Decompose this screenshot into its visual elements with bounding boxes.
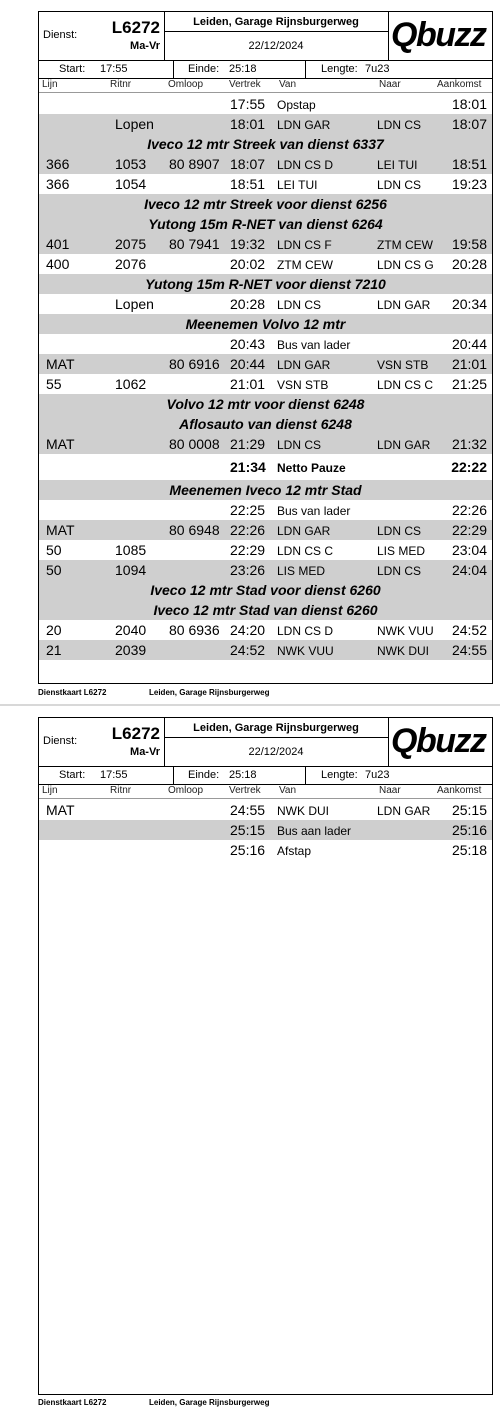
table-row xyxy=(39,800,492,820)
cell-vertrek: 20:43 xyxy=(230,336,266,352)
section-header xyxy=(39,274,492,294)
header xyxy=(39,12,492,61)
cell-naar: ZTM CEW xyxy=(377,238,433,252)
col-naar: Naar xyxy=(379,785,401,796)
cell-omloop: 80 6948 xyxy=(169,522,220,538)
col-lijn: Lijn xyxy=(42,785,58,796)
table-row xyxy=(39,640,492,660)
cell-lijn: 366 xyxy=(46,156,70,172)
cell-aankomst: 18:07 xyxy=(451,116,487,132)
einde-label: Einde: xyxy=(188,769,220,781)
lengte-value: 7u23 xyxy=(365,769,390,781)
cell-lijn: 400 xyxy=(46,256,70,272)
section-title: Iveco 12 mtr Stad van dienst 6260 xyxy=(153,602,378,618)
cell-naar: NWK DUI xyxy=(377,644,429,658)
table-row xyxy=(39,540,492,560)
location-cell xyxy=(164,718,389,766)
einde-time: 25:18 xyxy=(229,769,257,781)
cell-van: LDN CS F xyxy=(277,238,332,252)
cell-van: ZTM CEW xyxy=(277,258,333,272)
cell-aankomst: 21:25 xyxy=(451,376,487,392)
location-cell xyxy=(164,12,389,60)
col-omloop: Omloop xyxy=(168,785,204,796)
col-vertrek: Vertrek xyxy=(229,785,261,796)
cell-vertrek: 22:26 xyxy=(230,522,266,538)
schedule-rows xyxy=(39,94,492,660)
col-lijn: Lijn xyxy=(42,79,58,90)
table-row xyxy=(39,114,492,134)
cell-vertrek: 22:25 xyxy=(230,502,266,518)
cell-ritnr: 1062 xyxy=(115,376,147,392)
cell-aankomst: 25:15 xyxy=(451,802,487,818)
cell-naar: LDN CS G xyxy=(377,258,434,272)
cell-aankomst: 24:52 xyxy=(451,622,487,638)
cell-omloop: 80 6936 xyxy=(169,622,220,638)
cell-lijn: MAT xyxy=(46,802,75,818)
cell-van: Opstap xyxy=(277,98,316,112)
logo-cell xyxy=(388,718,492,766)
cell-naar: LIS MED xyxy=(377,544,426,558)
info-bar xyxy=(39,766,492,785)
cell-aankomst: 25:16 xyxy=(451,822,487,838)
cell-van: Netto Pauze xyxy=(277,461,346,475)
cell-van: LDN GAR xyxy=(277,118,331,132)
cell-lijn: 20 xyxy=(46,622,62,638)
cell-ritnr: 2076 xyxy=(115,256,147,272)
cell-van: LDN CS xyxy=(277,438,322,452)
dienst-label: Dienst: xyxy=(43,29,78,41)
start-label: Start: xyxy=(59,769,86,781)
footer-location: Leiden, Garage Rijnsburgerweg xyxy=(149,688,270,697)
qbuzz-logo: Qbuzz xyxy=(391,16,486,54)
start-cell xyxy=(39,60,174,78)
section-header xyxy=(39,580,492,600)
col-van: Van xyxy=(279,79,297,90)
table-row xyxy=(39,840,492,860)
section-header xyxy=(39,394,492,414)
table-row xyxy=(39,820,492,840)
cell-aankomst: 22:29 xyxy=(451,522,487,538)
table-row xyxy=(39,294,492,314)
days: Ma-Vr xyxy=(130,40,160,52)
lengte-cell xyxy=(305,60,492,78)
location: Leiden, Garage Rijnsburgerweg xyxy=(193,722,359,734)
section-header xyxy=(39,314,492,334)
section-header xyxy=(39,600,492,620)
cell-van: LDN CS D xyxy=(277,624,334,638)
cell-van: LDN CS C xyxy=(277,544,334,558)
cell-aankomst: 21:01 xyxy=(451,356,487,372)
einde-cell xyxy=(173,766,306,784)
col-ritnr: Ritnr xyxy=(110,785,132,796)
lengte-value: 7u23 xyxy=(365,63,390,75)
cell-van: LIS MED xyxy=(277,564,326,578)
cell-aankomst: 18:01 xyxy=(451,96,487,112)
cell-lijn: 55 xyxy=(46,376,62,392)
cell-van: NWK VUU xyxy=(277,644,334,658)
cell-naar: LDN CS xyxy=(377,118,422,132)
cell-van: LDN CS xyxy=(277,298,322,312)
cell-vertrek: 22:29 xyxy=(230,542,266,558)
cell-naar: LDN GAR xyxy=(377,298,431,312)
section-header xyxy=(39,194,492,214)
col-omloop: Omloop xyxy=(168,79,204,90)
logo-cell xyxy=(388,12,492,60)
dienstkaart-page-1 xyxy=(0,0,500,705)
cell-vertrek: 21:01 xyxy=(230,376,266,392)
cell-aankomst: 20:28 xyxy=(451,256,487,272)
cell-omloop: 80 8907 xyxy=(169,156,220,172)
cell-aankomst: 24:55 xyxy=(451,642,487,658)
table-row xyxy=(39,374,492,394)
cell-omloop: 80 7941 xyxy=(169,236,220,252)
cell-van: LDN GAR xyxy=(277,358,331,372)
einde-label: Einde: xyxy=(188,63,220,75)
cell-naar: LDN GAR xyxy=(377,804,431,818)
cell-van: Afstap xyxy=(277,844,312,858)
footer-label: Dienstkaart L6272 xyxy=(38,688,107,697)
cell-aankomst: 25:18 xyxy=(451,842,487,858)
section-title: Yutong 15m R-NET van dienst 6264 xyxy=(148,216,383,232)
section-title: Iveco 12 mtr Stad voor dienst 6260 xyxy=(150,582,381,598)
section-title: Meenemen Iveco 12 mtr Stad xyxy=(169,482,362,498)
cell-naar: LDN GAR xyxy=(377,438,431,452)
cell-naar: LDN CS C xyxy=(377,378,434,392)
dienst-cell xyxy=(39,718,165,766)
section-title: Volvo 12 mtr voor dienst 6248 xyxy=(166,396,365,412)
table-row xyxy=(39,560,492,580)
lengte-label: Lengte: xyxy=(321,63,358,75)
dienstkaart-page-2 xyxy=(0,706,500,1426)
section-title: Yutong 15m R-NET voor dienst 7210 xyxy=(145,276,386,292)
cell-van: LEI TUI xyxy=(277,178,318,192)
cell-vertrek: 18:07 xyxy=(230,156,266,172)
cell-vertrek: 20:44 xyxy=(230,356,266,372)
col-aankomst: Aankomst xyxy=(437,785,482,796)
cell-aankomst: 22:26 xyxy=(451,502,487,518)
einde-cell xyxy=(173,60,306,78)
section-title: Meenemen Volvo 12 mtr xyxy=(185,316,346,332)
start-time: 17:55 xyxy=(100,769,128,781)
section-title: Aflosauto van dienst 6248 xyxy=(179,416,352,432)
cell-naar: NWK VUU xyxy=(377,624,434,638)
date: 22/12/2024 xyxy=(248,40,304,52)
section-header xyxy=(39,214,492,234)
cell-lijn: 21 xyxy=(46,642,62,658)
cell-vertrek: 21:34 xyxy=(230,459,266,475)
table-row xyxy=(39,154,492,174)
cell-ritnr: 1094 xyxy=(115,562,147,578)
cell-vertrek: 21:29 xyxy=(230,436,266,452)
schedule-rows xyxy=(39,800,492,860)
cell-vertrek: 17:55 xyxy=(230,96,266,112)
cell-ritnr: 1054 xyxy=(115,176,147,192)
cell-naar: LDN CS xyxy=(377,524,422,538)
dienst-label: Dienst: xyxy=(43,735,78,747)
divider xyxy=(164,737,388,738)
cell-naar: LEI TUI xyxy=(377,158,418,172)
column-headers xyxy=(39,785,492,799)
table-row xyxy=(39,334,492,354)
section-header xyxy=(39,134,492,154)
section-header xyxy=(39,480,492,500)
cell-naar: LDN CS xyxy=(377,178,422,192)
cell-lijn: 50 xyxy=(46,542,62,558)
section-title: Iveco 12 mtr Streek voor dienst 6256 xyxy=(144,196,387,212)
cell-vertrek: 20:28 xyxy=(230,296,266,312)
cell-vertrek: 20:02 xyxy=(230,256,266,272)
cell-aankomst: 24:04 xyxy=(451,562,487,578)
table-row xyxy=(39,620,492,640)
cell-omloop: 80 6916 xyxy=(169,356,220,372)
cell-aankomst: 19:58 xyxy=(451,236,487,252)
cell-vertrek: 24:20 xyxy=(230,622,266,638)
cell-ritnr: 1085 xyxy=(115,542,147,558)
table-row xyxy=(39,434,492,454)
lengte-label: Lengte: xyxy=(321,769,358,781)
cell-vertrek: 24:55 xyxy=(230,802,266,818)
cell-aankomst: 18:51 xyxy=(451,156,487,172)
cell-lijn: 50 xyxy=(46,562,62,578)
table-row xyxy=(39,94,492,114)
cell-van: Bus aan lader xyxy=(277,824,352,838)
cell-ritnr: Lopen xyxy=(115,296,154,312)
location: Leiden, Garage Rijnsburgerweg xyxy=(193,16,359,28)
cell-van: VSN STB xyxy=(277,378,329,392)
cell-ritnr: 2040 xyxy=(115,622,147,638)
cell-ritnr: Lopen xyxy=(115,116,154,132)
col-van: Van xyxy=(279,785,297,796)
qbuzz-logo: Qbuzz xyxy=(391,722,486,760)
dienst-number: L6272 xyxy=(111,18,160,37)
column-headers xyxy=(39,79,492,93)
cell-omloop: 80 0008 xyxy=(169,436,220,452)
table-row xyxy=(39,174,492,194)
cell-vertrek: 23:26 xyxy=(230,562,266,578)
section-title: Iveco 12 mtr Streek van dienst 6337 xyxy=(147,136,384,152)
cell-vertrek: 24:52 xyxy=(230,642,266,658)
pause-row xyxy=(39,454,492,480)
col-aankomst: Aankomst xyxy=(437,79,482,90)
cell-lijn: MAT xyxy=(46,436,75,452)
header xyxy=(39,718,492,767)
cell-vertrek: 18:01 xyxy=(230,116,266,132)
cell-lijn: MAT xyxy=(46,522,75,538)
days: Ma-Vr xyxy=(130,746,160,758)
start-cell xyxy=(39,766,174,784)
cell-vertrek: 18:51 xyxy=(230,176,266,192)
cell-aankomst: 21:32 xyxy=(451,436,487,452)
footer-label: Dienstkaart L6272 xyxy=(38,1398,107,1407)
cell-van: Bus van lader xyxy=(277,338,351,352)
table-row xyxy=(39,234,492,254)
section-header xyxy=(39,414,492,434)
start-time: 17:55 xyxy=(100,63,128,75)
cell-aankomst: 20:34 xyxy=(451,296,487,312)
dienst-number: L6272 xyxy=(111,724,160,743)
table-row xyxy=(39,254,492,274)
cell-vertrek: 25:15 xyxy=(230,822,266,838)
divider xyxy=(164,31,388,32)
cell-van: NWK DUI xyxy=(277,804,329,818)
cell-naar: VSN STB xyxy=(377,358,429,372)
cell-van: LDN GAR xyxy=(277,524,331,538)
cell-aankomst: 20:44 xyxy=(451,336,487,352)
date: 22/12/2024 xyxy=(248,746,304,758)
cell-aankomst: 22:22 xyxy=(451,459,487,475)
einde-time: 25:18 xyxy=(229,63,257,75)
cell-vertrek: 25:16 xyxy=(230,842,266,858)
lengte-cell xyxy=(305,766,492,784)
info-bar xyxy=(39,60,492,79)
col-naar: Naar xyxy=(379,79,401,90)
dienst-cell xyxy=(39,12,165,60)
table-row xyxy=(39,520,492,540)
cell-ritnr: 1053 xyxy=(115,156,147,172)
cell-van: LDN CS D xyxy=(277,158,334,172)
col-vertrek: Vertrek xyxy=(229,79,261,90)
table-row xyxy=(39,354,492,374)
cell-vertrek: 19:32 xyxy=(230,236,266,252)
cell-lijn: MAT xyxy=(46,356,75,372)
cell-naar: LDN CS xyxy=(377,564,422,578)
cell-aankomst: 19:23 xyxy=(451,176,487,192)
col-ritnr: Ritnr xyxy=(110,79,132,90)
cell-lijn: 401 xyxy=(46,236,70,252)
cell-ritnr: 2039 xyxy=(115,642,147,658)
page-frame xyxy=(38,717,493,1395)
cell-aankomst: 23:04 xyxy=(451,542,487,558)
table-row xyxy=(39,500,492,520)
cell-ritnr: 2075 xyxy=(115,236,147,252)
start-label: Start: xyxy=(59,63,86,75)
cell-van: Bus van lader xyxy=(277,504,351,518)
footer-location: Leiden, Garage Rijnsburgerweg xyxy=(149,1398,270,1407)
cell-lijn: 366 xyxy=(46,176,70,192)
page-frame xyxy=(38,11,493,684)
